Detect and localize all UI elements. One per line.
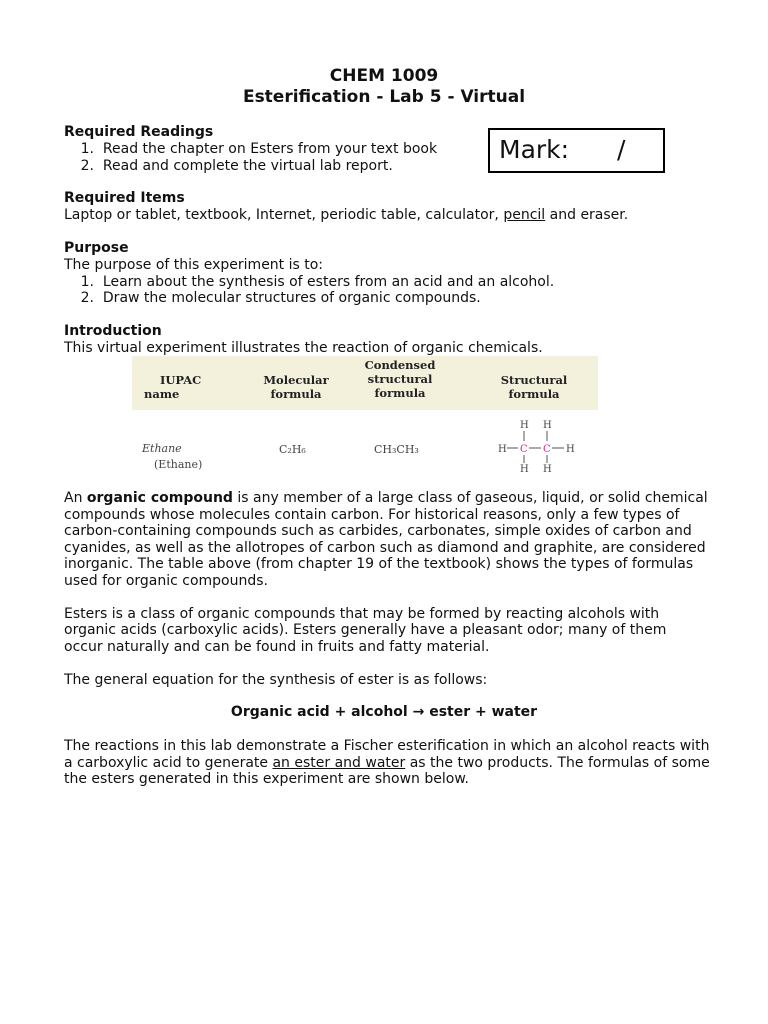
paragraph-3: The general equation for the synthesis of ester is as follows:	[64, 672, 488, 688]
paragraph-1-line-2: compounds whose molecules contain carbon. For historical reasons, only a few types of	[64, 507, 680, 523]
col-iupac-header: IUPAC name	[144, 373, 202, 401]
introduction-intro: This virtual experiment illustrates the reaction of organic chemicals.	[64, 340, 543, 356]
reading-item-2: 2. Read and complete the virtual lab report.	[80, 158, 393, 174]
paragraph-4-line-1: The reactions in this lab demonstrate a Fischer esterification in which an alcohol reacts with	[64, 738, 710, 754]
page-title: Esterification - Lab 5 - Virtual	[242, 87, 526, 107]
atom-h-right: H	[566, 444, 575, 455]
paragraph-4-line-3: the esters generated in this experiment are shown below.	[64, 771, 469, 787]
purpose-heading: Purpose	[64, 240, 129, 256]
reading-item-1: 1. Read the chapter on Esters from your text book	[80, 141, 438, 157]
mark-box	[488, 128, 665, 173]
row-name-sub: (Ethane)	[154, 458, 203, 471]
paragraph-1-line-4: cyanides, as well as the allotropes of carbon such as diamond and graphite, are considered	[64, 540, 706, 556]
atom-h-top-1: H	[520, 420, 529, 431]
required-readings-heading: Required Readings	[64, 124, 214, 140]
paragraph-1-line-3: carbon-containing compounds such as carbides, carbonates, simple oxides of carbon and	[64, 523, 692, 539]
col-condensed-header: Condensed structural formula	[364, 358, 436, 400]
required-items-heading: Required Items	[64, 190, 185, 206]
course-code: CHEM 1009	[329, 66, 439, 86]
col-structural-header: Structural formula	[500, 373, 568, 401]
ethane-structural-formula	[496, 418, 586, 474]
ester-equation: Organic acid + alcohol → ester + water	[230, 704, 538, 720]
ester-and-water-underlined: an ester and water	[272, 755, 406, 771]
required-items-text: Laptop or tablet, textbook, Internet, periodic table, calculator, pencil and eraser.	[64, 207, 629, 223]
paragraph-1-line-6: used for organic compounds.	[64, 573, 268, 589]
formula-table-figure	[132, 356, 598, 478]
atom-h-bottom-1: H	[520, 464, 529, 474]
purpose-item-2: 2. Draw the molecular structures of organic compounds.	[80, 290, 481, 306]
atom-c-2: C	[543, 444, 551, 455]
row-condensed: CH₃CH₃	[374, 443, 419, 456]
mark-label: Mark:	[499, 135, 570, 164]
paragraph-2-line-1: Esters is a class of organic compounds that may be formed by reacting alcohols with	[64, 606, 660, 622]
row-name: Ethane	[142, 442, 182, 455]
paragraph-4-line-2: a carboxylic acid to generate an ester and water as the two products. The formulas of some	[64, 755, 710, 771]
atom-h-left: H	[498, 444, 507, 455]
organic-compound-term: organic compound	[86, 490, 233, 506]
atom-h-bottom-2: H	[543, 464, 552, 474]
paragraph-2-line-3: occur naturally and can be found in fruits and fatty material.	[64, 639, 490, 655]
mark-slash: /	[617, 135, 626, 164]
col-molecular-header: Molecular formula	[263, 373, 329, 401]
purpose-item-1: 1. Learn about the synthesis of esters from an acid and an alcohol.	[80, 274, 555, 290]
paragraph-1-line-1: An organic compound is any member of a large class of gaseous, liquid, or solid chemical	[64, 490, 708, 506]
paragraph-1-line-5: inorganic. The table above (from chapter 19 of the textbook) shows the types of formulas	[64, 556, 694, 572]
pencil-underlined: pencil	[503, 207, 546, 223]
atom-c-1: C	[520, 444, 528, 455]
purpose-intro: The purpose of this experiment is to:	[64, 257, 324, 273]
paragraph-2-line-2: organic acids (carboxylic acids). Esters generally have a pleasant odor; many of them	[64, 622, 667, 638]
introduction-heading: Introduction	[64, 323, 162, 339]
atom-h-top-2: H	[543, 420, 552, 431]
row-molecular: C₂H₆	[279, 443, 306, 456]
